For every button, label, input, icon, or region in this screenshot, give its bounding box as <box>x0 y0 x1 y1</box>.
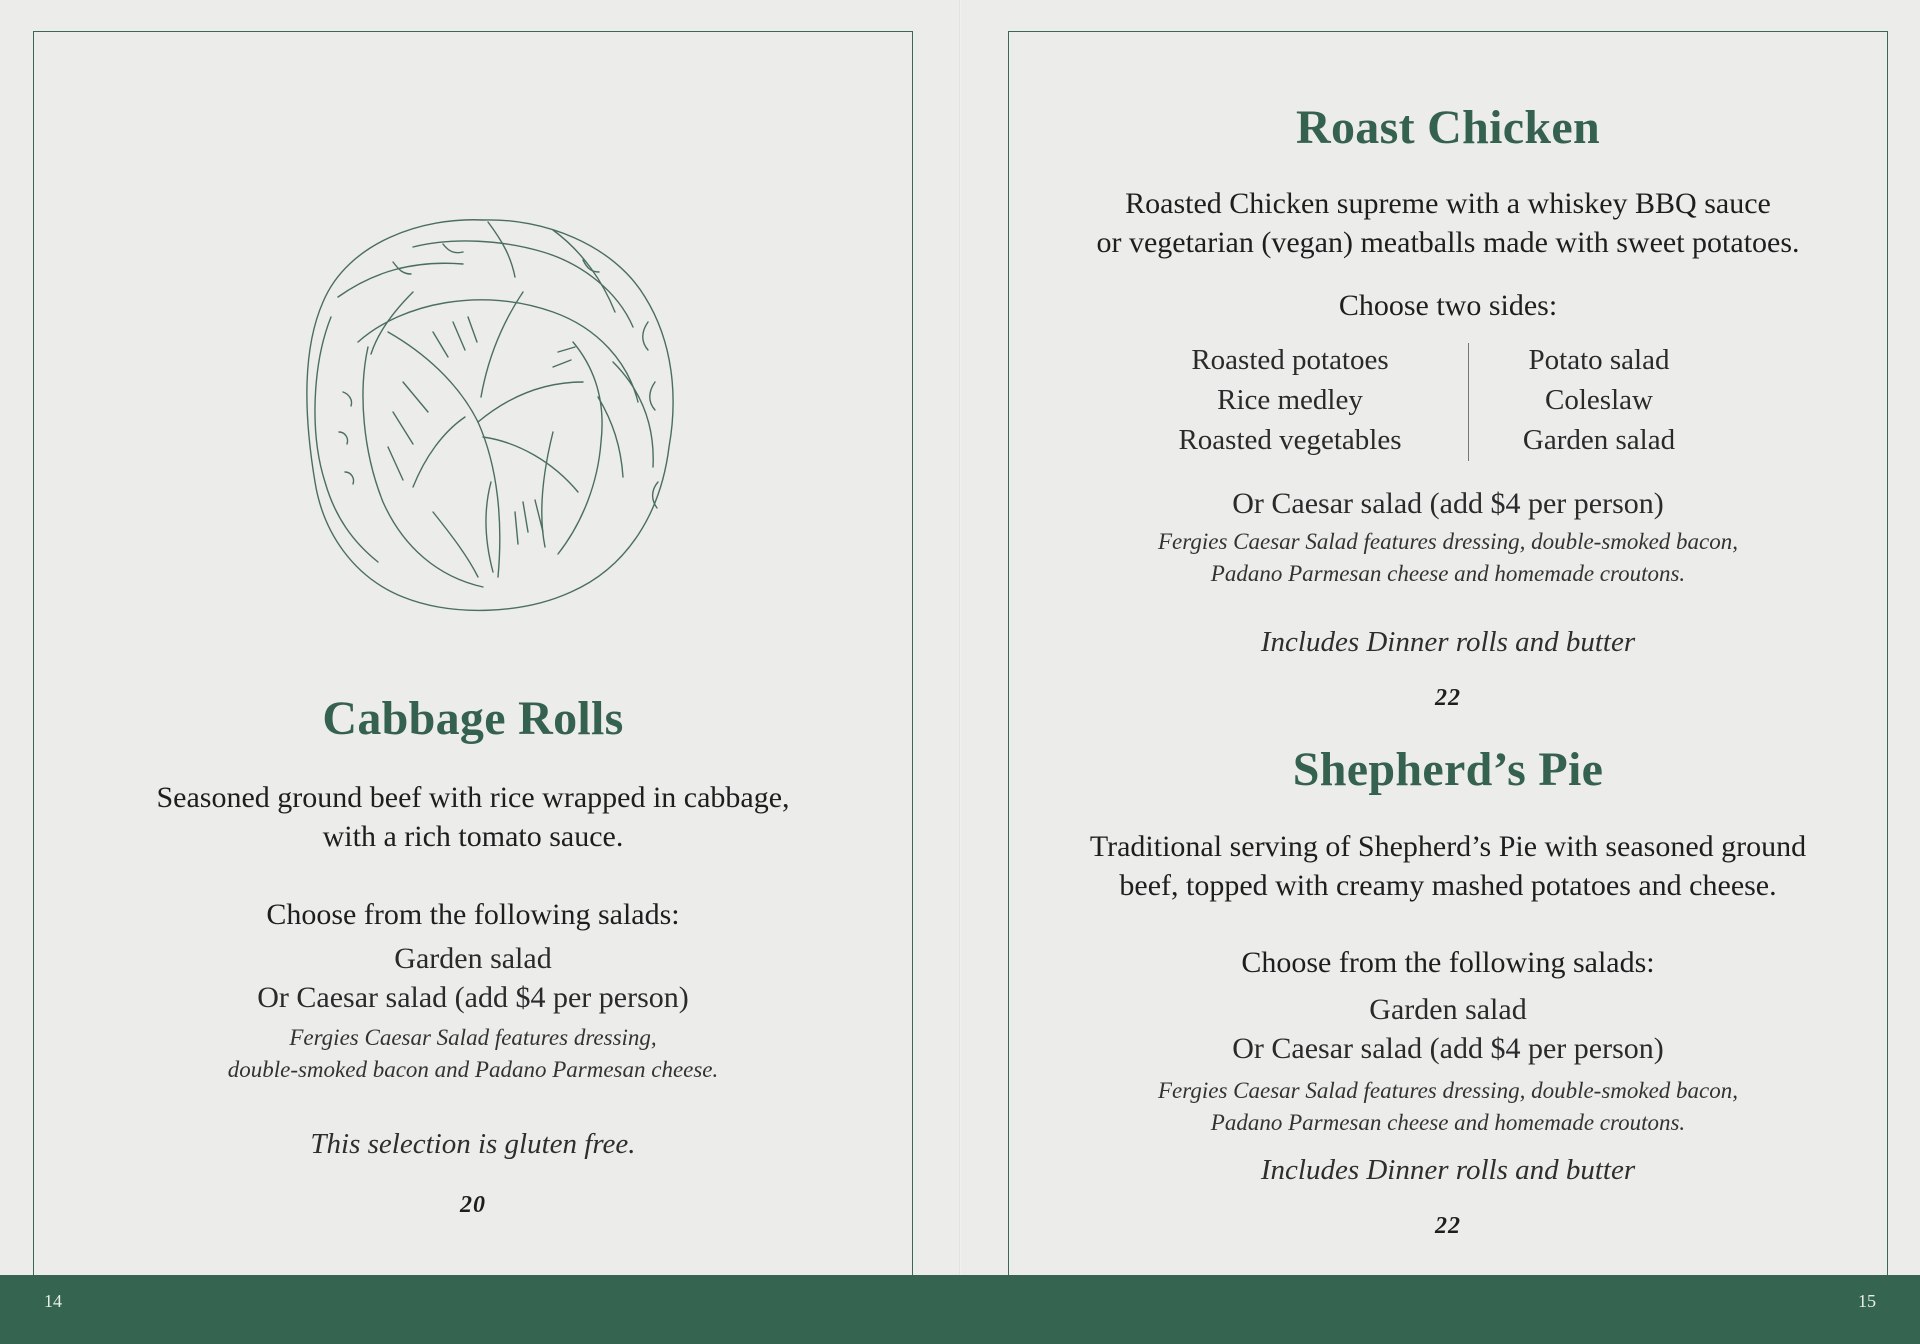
dish-description-line-2: with a rich tomato sauce. <box>322 820 624 853</box>
roast-chicken-description-line-1: Roasted Chicken supreme with a whiskey BBQ sauce <box>1125 187 1771 220</box>
side-item: Rice medley <box>1217 384 1363 416</box>
choose-salads-label: Choose from the following salads: <box>1241 946 1655 979</box>
caesar-note-line-1: Fergies Caesar Salad features dressing, double-smoked bacon, <box>1157 529 1739 554</box>
cabbage-illustration <box>253 182 713 642</box>
choose-salads-label: Choose from the following salads: <box>266 898 680 931</box>
sides-column-left <box>1159 340 1421 460</box>
dish-title: Cabbage Rolls <box>322 692 624 745</box>
caesar-option: Or Caesar salad (add $4 per person) <box>1232 487 1664 520</box>
salad-option-garden: Garden salad <box>394 942 552 975</box>
roast-chicken-price: 22 <box>1435 685 1461 711</box>
shepherds-pie-title: Shepherd’s Pie <box>1292 743 1604 796</box>
sides-list <box>1009 340 1887 470</box>
left-page-panel <box>33 31 913 1275</box>
roast-chicken-title: Roast Chicken <box>1296 101 1600 154</box>
includes-note: Includes Dinner rolls and butter <box>1260 1154 1636 1186</box>
salad-option-caesar: Or Caesar salad (add $4 per person) <box>1232 1032 1664 1065</box>
choose-sides-label: Choose two sides: <box>1338 289 1558 322</box>
side-item: Garden salad <box>1522 424 1676 456</box>
caesar-note-line-2: Padano Parmesan cheese and homemade croutons. <box>1210 561 1686 586</box>
gluten-free-note: This selection is gluten free. <box>310 1128 636 1160</box>
page-number-right: 15 <box>1858 1291 1876 1311</box>
book-spine <box>959 0 961 1275</box>
includes-note: Includes Dinner rolls and butter <box>1260 626 1636 658</box>
salad-option-garden: Garden salad <box>1369 993 1527 1026</box>
caesar-note-line-2: Padano Parmesan cheese and homemade croutons. <box>1210 1110 1686 1135</box>
side-item: Potato salad <box>1528 344 1670 376</box>
sides-column-right <box>1459 340 1739 460</box>
roast-chicken-description-line-2: or vegetarian (vegan) meatballs made with sweet potatoes. <box>1096 226 1800 259</box>
right-page-panel <box>1008 31 1888 1275</box>
caesar-note-line-2: double-smoked bacon and Padano Parmesan cheese. <box>227 1057 719 1082</box>
side-item: Coleslaw <box>1545 384 1653 416</box>
shepherds-pie-price: 22 <box>1435 1213 1461 1239</box>
shepherds-pie-description-line-2: beef, topped with creamy mashed potatoes and cheese. <box>1119 869 1777 902</box>
dish-price: 20 <box>460 1192 486 1218</box>
side-item: Roasted vegetables <box>1178 424 1402 456</box>
caesar-note-line-1: Fergies Caesar Salad features dressing, <box>289 1025 657 1050</box>
shepherds-pie-description-line-1: Traditional serving of Shepherd’s Pie with seasoned ground <box>1089 830 1807 863</box>
salad-option-caesar: Or Caesar salad (add $4 per person) <box>257 981 689 1014</box>
dish-description-line-1: Seasoned ground beef with rice wrapped in cabbage, <box>156 781 790 814</box>
caesar-note-line-1: Fergies Caesar Salad features dressing, double-smoked bacon, <box>1157 1078 1739 1103</box>
footer-bar <box>0 1275 1920 1344</box>
page-number-left: 14 <box>44 1291 62 1311</box>
side-item: Roasted potatoes <box>1191 344 1389 376</box>
